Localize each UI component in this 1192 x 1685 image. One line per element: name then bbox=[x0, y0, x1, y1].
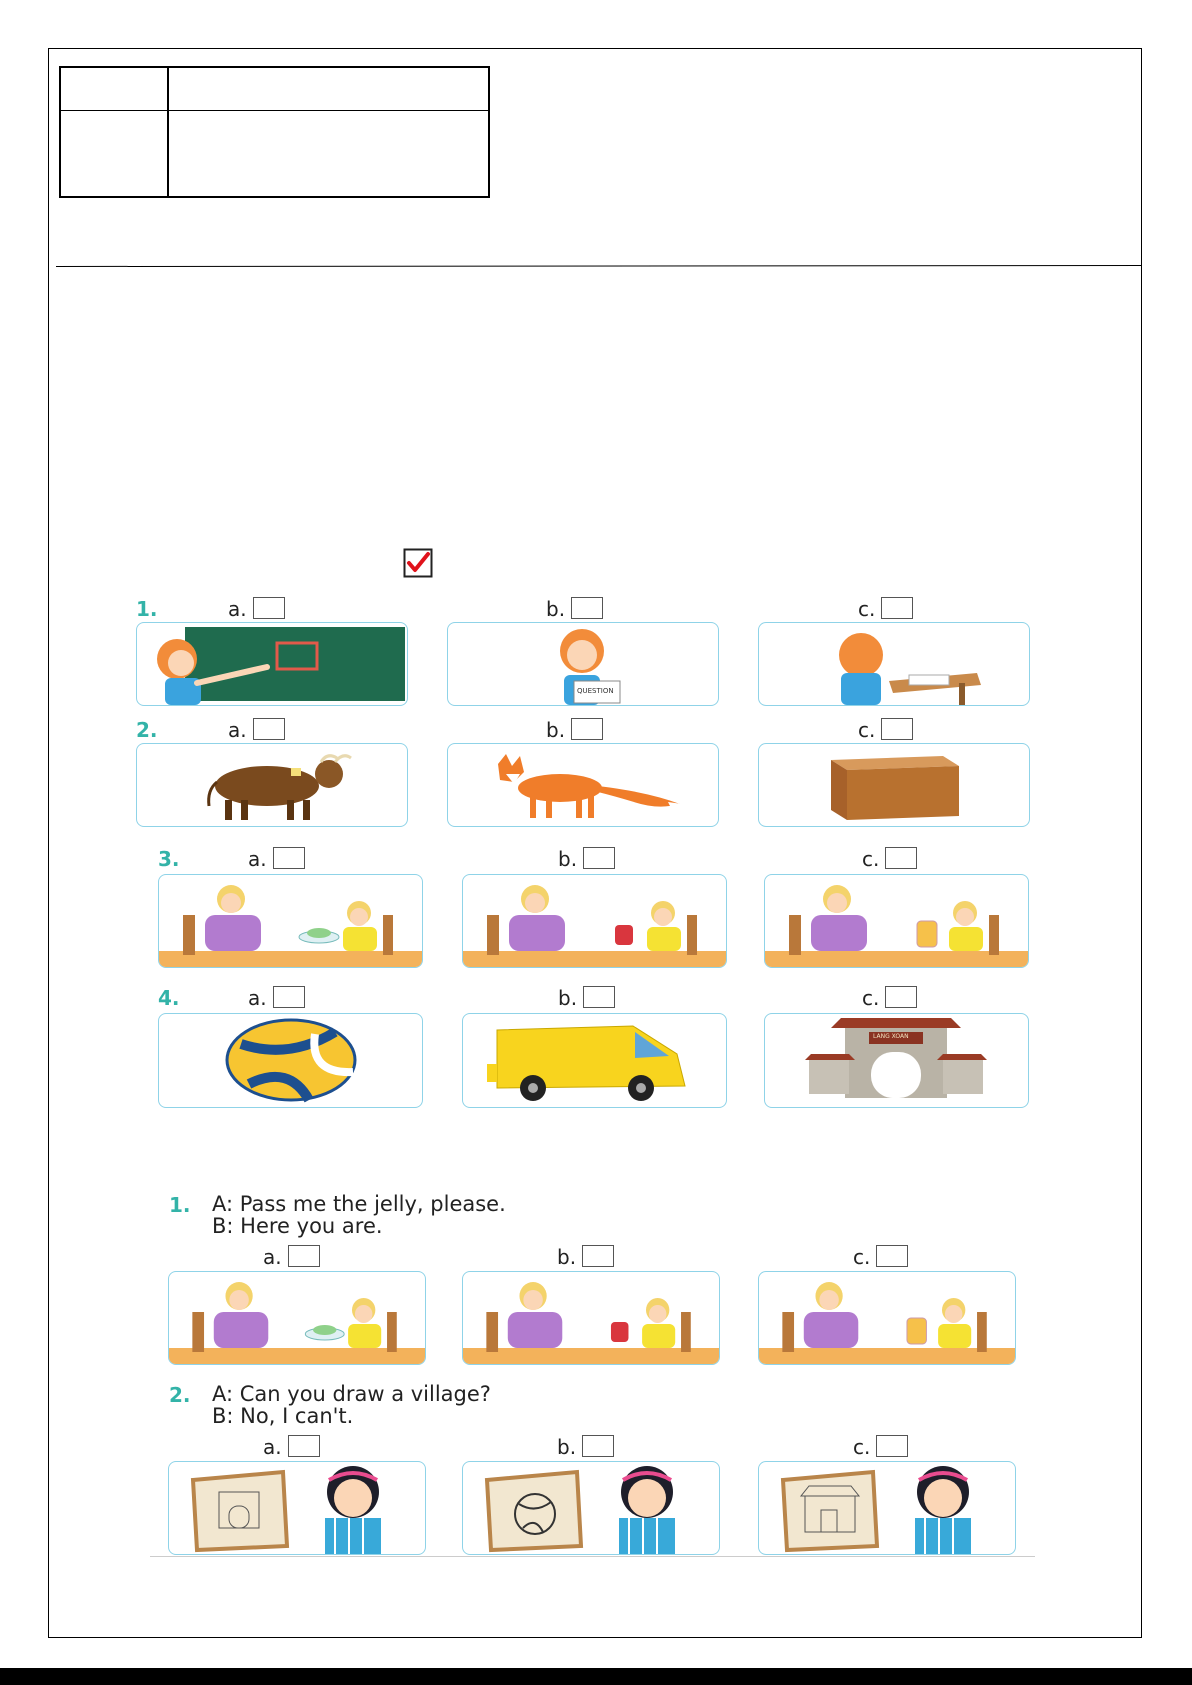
option-a[interactable] bbox=[263, 1435, 320, 1459]
option-label: a. bbox=[248, 986, 267, 1010]
picture-card bbox=[462, 1271, 720, 1365]
option-b[interactable] bbox=[546, 597, 603, 621]
answer-box[interactable] bbox=[273, 986, 305, 1008]
picture-card bbox=[447, 622, 719, 706]
question-number: 1. bbox=[136, 597, 158, 621]
option-a[interactable] bbox=[248, 847, 305, 871]
answer-box[interactable] bbox=[273, 847, 305, 869]
answer-box[interactable] bbox=[571, 718, 603, 740]
option-label: b. bbox=[558, 986, 578, 1010]
option-c[interactable] bbox=[853, 1435, 908, 1459]
answer-box[interactable] bbox=[582, 1245, 614, 1267]
option-label: b. bbox=[546, 597, 566, 621]
picture-card bbox=[462, 1013, 727, 1108]
option-label: c. bbox=[853, 1245, 871, 1269]
dialogue-line-b: B: Here you are. bbox=[212, 1214, 383, 1238]
man-boy-jam-icon bbox=[463, 1272, 719, 1364]
question-number: 3. bbox=[158, 847, 180, 871]
picture-card bbox=[758, 1271, 1016, 1365]
question-number: 1. bbox=[169, 1193, 191, 1217]
answer-box[interactable] bbox=[881, 597, 913, 619]
option-a[interactable] bbox=[263, 1245, 320, 1269]
man-boy-juice-icon bbox=[765, 875, 1028, 967]
bottom-rule bbox=[150, 1556, 1035, 1557]
picture-card bbox=[158, 874, 423, 968]
picture-card bbox=[168, 1461, 426, 1555]
answer-box[interactable] bbox=[885, 847, 917, 869]
option-label: c. bbox=[858, 597, 876, 621]
girl-writing-desk-icon bbox=[759, 623, 1029, 705]
table-column-divider bbox=[167, 68, 169, 196]
girl-drawing-gate-icon bbox=[169, 1462, 425, 1554]
answer-box[interactable] bbox=[881, 718, 913, 740]
picture-card bbox=[168, 1271, 426, 1365]
picture-card bbox=[136, 743, 408, 827]
option-b[interactable] bbox=[557, 1245, 614, 1269]
man-boy-jam-icon bbox=[463, 875, 726, 967]
option-c[interactable] bbox=[862, 847, 917, 871]
option-label: a. bbox=[228, 597, 247, 621]
option-label: c. bbox=[862, 847, 880, 871]
answer-box[interactable] bbox=[876, 1435, 908, 1457]
option-label: b. bbox=[557, 1245, 577, 1269]
option-label: a. bbox=[248, 847, 267, 871]
van-icon bbox=[463, 1014, 726, 1107]
box-icon bbox=[759, 744, 1029, 826]
girl-drawing-ball-icon bbox=[463, 1462, 719, 1554]
picture-card bbox=[758, 743, 1030, 827]
volleyball-icon bbox=[159, 1014, 422, 1107]
option-label: a. bbox=[263, 1435, 282, 1459]
option-b[interactable] bbox=[558, 986, 615, 1010]
answer-box[interactable] bbox=[583, 847, 615, 869]
option-label: b. bbox=[558, 847, 578, 871]
picture-card bbox=[758, 622, 1030, 706]
answer-box[interactable] bbox=[582, 1435, 614, 1457]
dialogue-line-a: A: Can you draw a village? bbox=[212, 1382, 491, 1406]
header-table bbox=[59, 66, 490, 198]
option-label: a. bbox=[263, 1245, 282, 1269]
answer-box[interactable] bbox=[583, 986, 615, 1008]
man-boy-jelly-icon bbox=[159, 875, 422, 967]
option-b[interactable] bbox=[558, 847, 615, 871]
man-boy-jelly-icon bbox=[169, 1272, 425, 1364]
picture-card bbox=[758, 1461, 1016, 1555]
option-a[interactable] bbox=[228, 597, 285, 621]
picture-card bbox=[158, 1013, 423, 1108]
picture-card bbox=[462, 1461, 720, 1555]
option-label: b. bbox=[557, 1435, 577, 1459]
fox-icon bbox=[448, 744, 718, 826]
option-b[interactable] bbox=[546, 718, 603, 742]
question-number: 2. bbox=[169, 1383, 191, 1407]
dialogue-line-a: A: Pass me the jelly, please. bbox=[212, 1192, 506, 1216]
answer-box[interactable] bbox=[885, 986, 917, 1008]
answer-box[interactable] bbox=[288, 1245, 320, 1267]
checkmark-box-icon bbox=[403, 548, 433, 578]
picture-card bbox=[462, 874, 727, 968]
option-label: c. bbox=[853, 1435, 871, 1459]
option-c[interactable] bbox=[858, 597, 913, 621]
dialogue-line-b: B: No, I can't. bbox=[212, 1404, 354, 1428]
option-c[interactable] bbox=[862, 986, 917, 1010]
picture-card bbox=[136, 622, 408, 706]
option-label: c. bbox=[862, 986, 880, 1010]
ox-icon bbox=[137, 744, 407, 826]
question-number: 4. bbox=[158, 986, 180, 1010]
answer-box[interactable] bbox=[253, 718, 285, 740]
option-label: c. bbox=[858, 718, 876, 742]
option-c[interactable] bbox=[858, 718, 913, 742]
answer-box[interactable] bbox=[253, 597, 285, 619]
option-label: a. bbox=[228, 718, 247, 742]
answer-box[interactable] bbox=[288, 1435, 320, 1457]
card-caption: QUESTION bbox=[577, 687, 614, 695]
village-gate-icon bbox=[765, 1014, 1028, 1107]
answer-box[interactable] bbox=[571, 597, 603, 619]
option-a[interactable] bbox=[228, 718, 285, 742]
answer-box[interactable] bbox=[876, 1245, 908, 1267]
picture-card bbox=[764, 1013, 1029, 1108]
girl-drawing-village-icon bbox=[759, 1462, 1015, 1554]
option-c[interactable] bbox=[853, 1245, 908, 1269]
option-a[interactable] bbox=[248, 986, 305, 1010]
option-label: b. bbox=[546, 718, 566, 742]
picture-card bbox=[447, 743, 719, 827]
table-row-divider bbox=[61, 110, 488, 111]
girl-pointing-board-icon bbox=[137, 623, 407, 705]
picture-card bbox=[764, 874, 1029, 968]
gate-sign-text: LANG XOAN bbox=[873, 1033, 909, 1040]
bottom-edge-bar bbox=[0, 1668, 1192, 1685]
man-boy-juice-icon bbox=[759, 1272, 1015, 1364]
option-b[interactable] bbox=[557, 1435, 614, 1459]
question-number: 2. bbox=[136, 718, 158, 742]
